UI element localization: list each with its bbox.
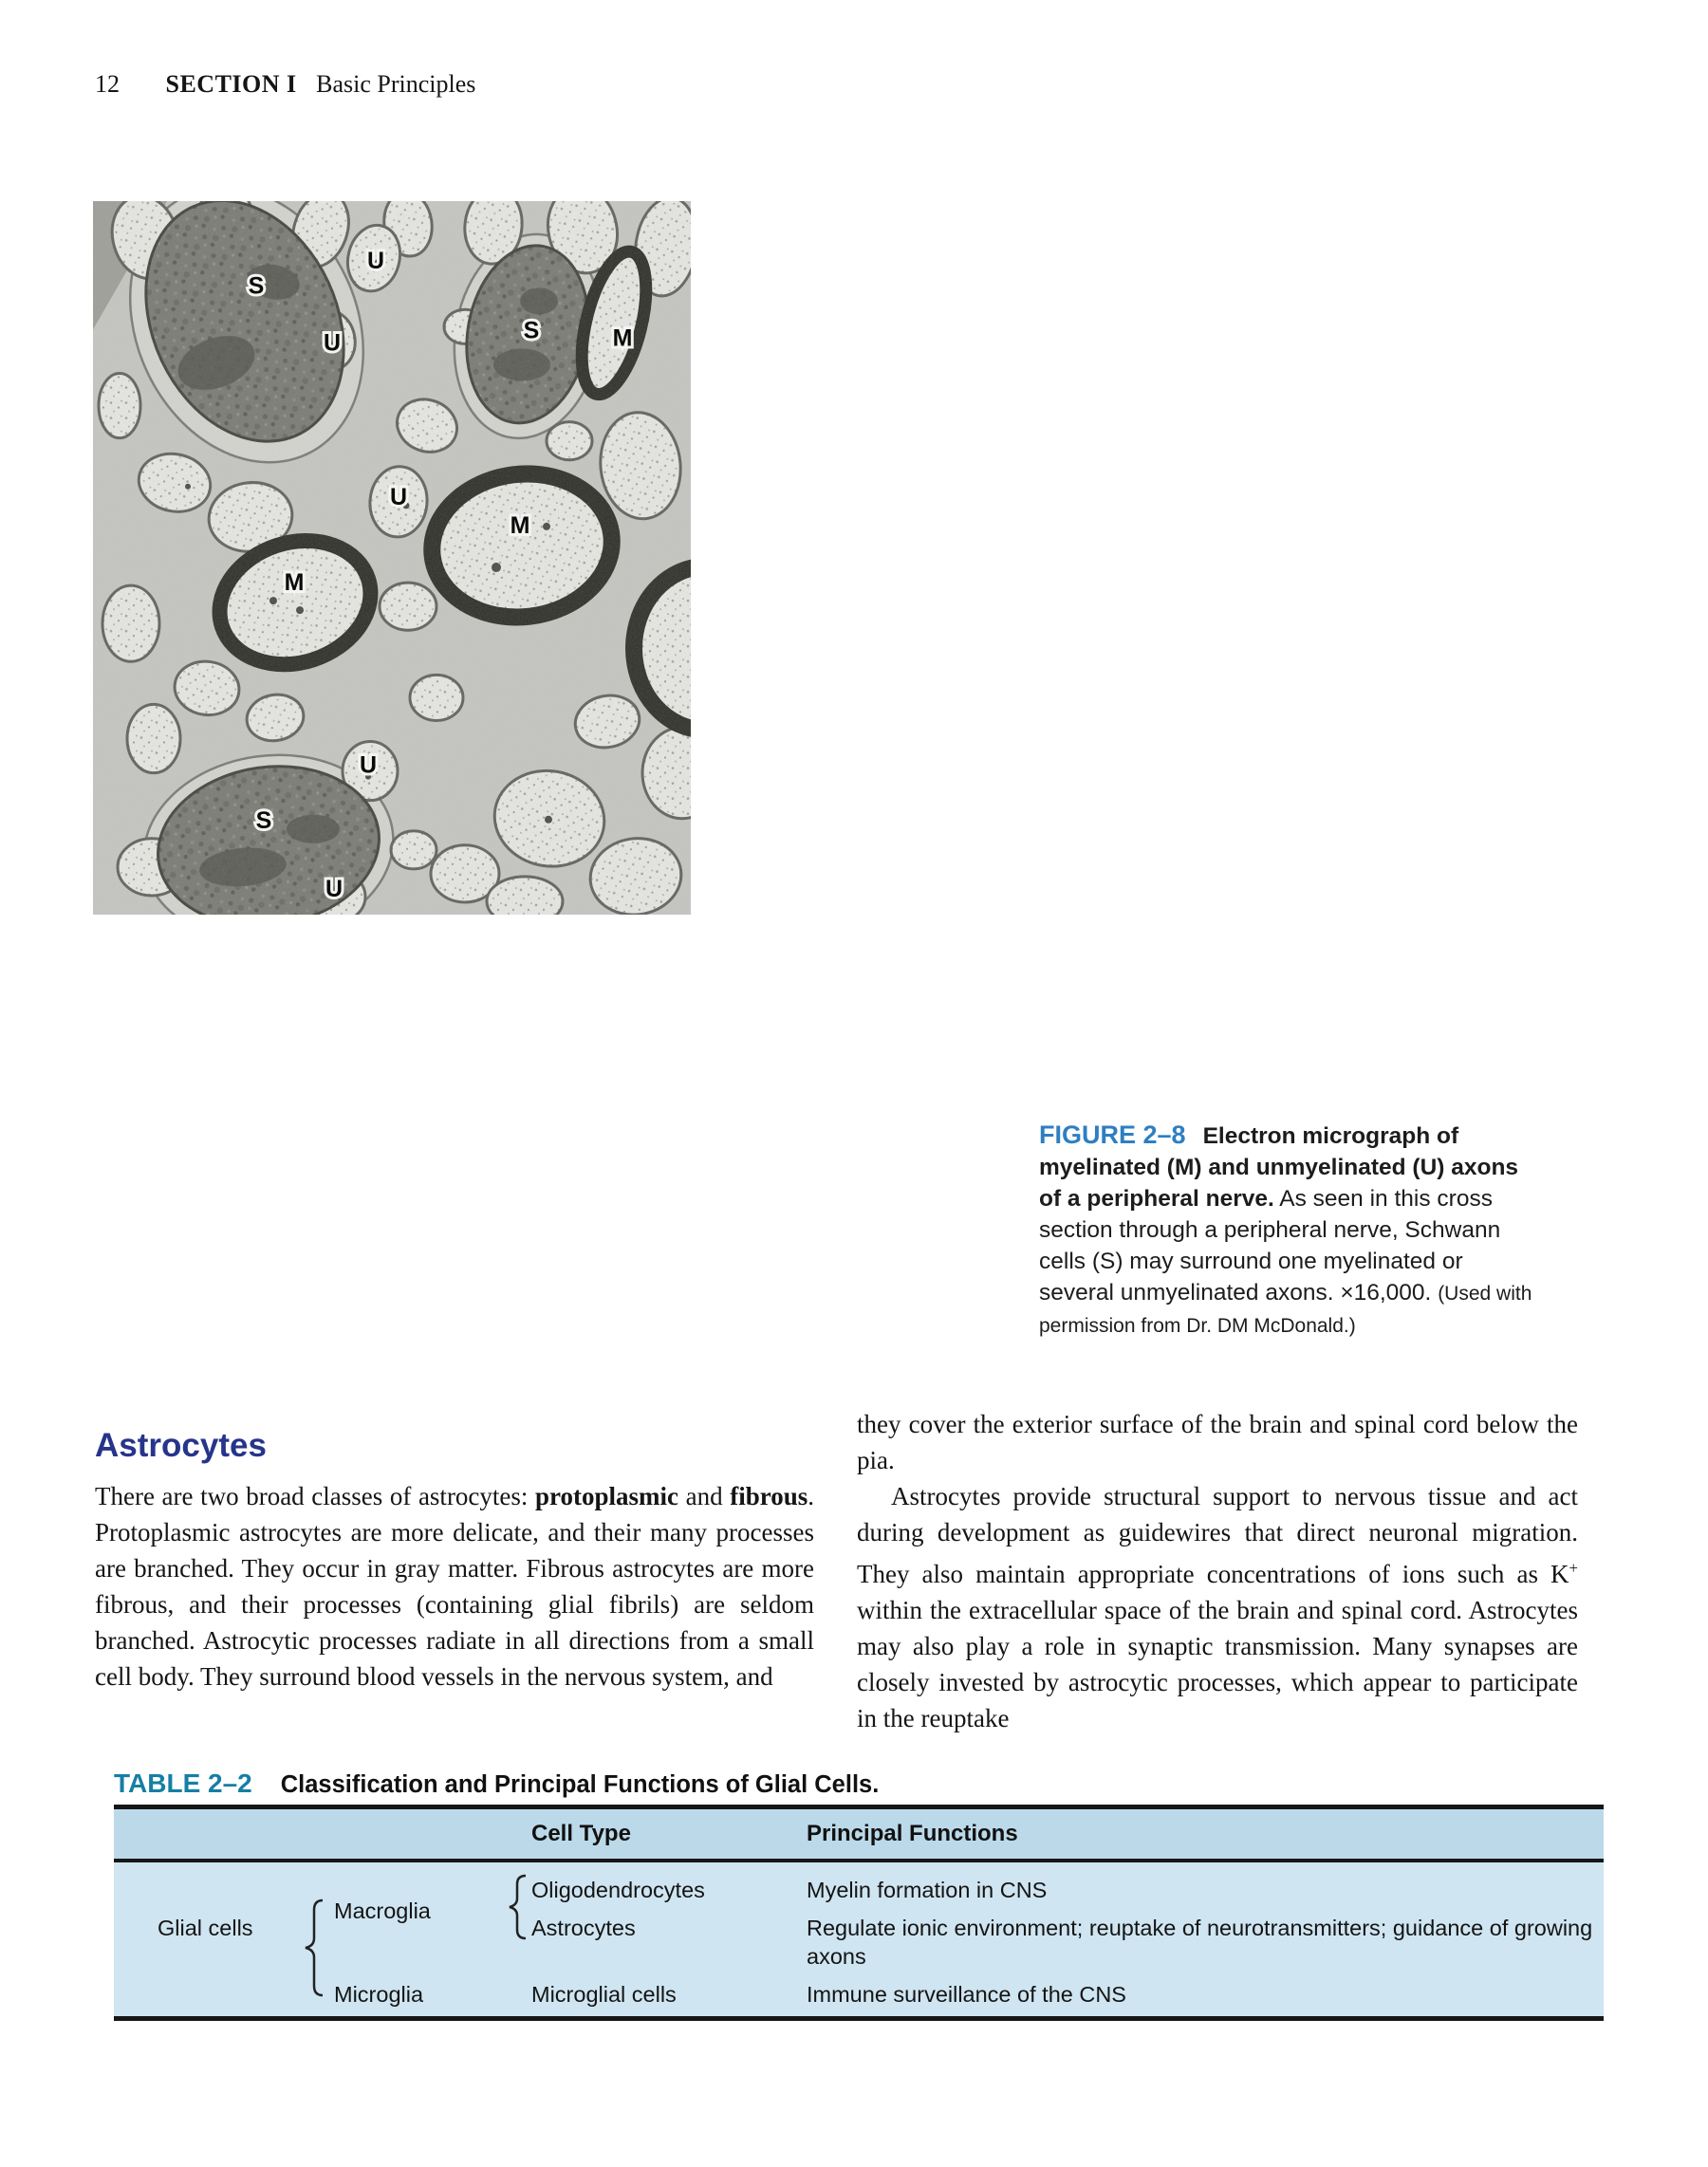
micrograph-label-U: U: [325, 875, 343, 902]
micrograph-label-S: S: [523, 317, 540, 344]
section-label: SECTION I: [165, 70, 297, 98]
micrograph-label-U: U: [389, 483, 408, 510]
page-header: [95, 70, 475, 99]
table-bottom-rule: [114, 2016, 1604, 2021]
superscript-plus: +: [1569, 1559, 1578, 1577]
micrograph-label-M: M: [284, 569, 305, 597]
right-paragraph-1: they cover the exterior surface of the brain and spinal cord below the pia.: [857, 1410, 1578, 1474]
table-cell-function-regulate: Regulate ionic environment; reuptake of neurotransmitters; guidance of growing axons: [807, 1916, 1593, 1969]
micrograph-label-U: U: [366, 248, 385, 275]
body-text: . Protoplasmic astrocytes are more delicate, and their many processes are branched. They occur in gray matter. Fibrous astrocytes are more fibrous, and their processes (containing glial fibrils) are seldom branched. Astrocytic processes radiate in all directions from a small cell body. They surround blood vessels in the nervous system, and: [95, 1482, 814, 1691]
section-title: Basic Principles: [316, 70, 476, 98]
table-header-row: [114, 1809, 1604, 1859]
table-title-row: [114, 1769, 879, 1799]
electron-micrograph-image: [93, 201, 691, 915]
column-header-cell-type: Cell Type: [531, 1821, 631, 1846]
figure-caption-credit: (Used with permission from Dr. DM McDonald.): [1039, 1283, 1532, 1337]
table-label: TABLE 2–2: [114, 1769, 252, 1798]
right-text-column: [857, 1406, 1578, 1736]
body-text: and: [678, 1482, 731, 1510]
table-title: Classification and Principal Functions of Glial Cells.: [280, 1771, 880, 1798]
table-cell-macroglia: Macroglia: [334, 1898, 431, 1923]
column-header-principal-functions: Principal Functions: [807, 1821, 1018, 1846]
figure-caption-bold: Electron micrograph of myelinated (M) and unmyelinated (U) axons of a peripheral nerve.: [1039, 1123, 1519, 1212]
table-cell-oligodendrocytes: Oligodendrocytes: [531, 1878, 705, 1902]
body-text: Astrocytes provide structural support to nervous tissue and act during development as guidewires that direct neuronal migration. They also maintain appropriate concentrations of ions such as K: [857, 1482, 1578, 1588]
figure-caption-body: As seen in this cross section through a peripheral nerve, Schwann cells (S) may surround one myelinated or several unmyelinated axons. ×16,000.: [1039, 1186, 1501, 1306]
left-text-column: [95, 1478, 814, 1695]
table-cell-glial-cells: Glial cells: [158, 1916, 253, 1940]
table-cell-function-immune: Immune surveillance of the CNS: [807, 1982, 1126, 2007]
keyterm-protoplasmic: protoplasmic: [535, 1482, 679, 1510]
micrograph-label-M: M: [612, 324, 633, 352]
body-text: There are two broad classes of astrocytes:: [95, 1482, 536, 1510]
left-paragraph: [95, 1478, 814, 1695]
astrocytes-heading: Astrocytes: [95, 1427, 267, 1464]
page-number: 12: [95, 70, 120, 98]
body-text: within the extracellular space of the brain and spinal cord. Astrocytes may also play a role in synaptic transmission. Many synapses are closely invested by astrocytic processes, which appear to participate in the reuptake: [857, 1596, 1578, 1732]
figure-label: FIGURE 2–8: [1039, 1121, 1186, 1149]
micrograph-label-S: S: [255, 806, 272, 834]
figure-2-8-micrograph: [93, 201, 691, 915]
table-body: [114, 1862, 1604, 2016]
micrograph-label-M: M: [510, 511, 530, 539]
brace-macroglia: [507, 1874, 528, 1940]
figure-caption: [1039, 1120, 1544, 1342]
glial-cells-table: [114, 1805, 1604, 2021]
brace-glial-cells: [302, 1898, 326, 1997]
right-paragraph-2: [857, 1478, 1578, 1736]
table-cell-function-myelin: Myelin formation in CNS: [807, 1878, 1048, 1902]
table-cell-microglia: Microglia: [334, 1982, 424, 2007]
table-cell-microglial-cells: Microglial cells: [531, 1982, 677, 2007]
table-cell-astrocytes: Astrocytes: [531, 1916, 636, 1940]
micrograph-label-U: U: [323, 329, 342, 357]
micrograph-label-S: S: [248, 272, 265, 300]
keyterm-fibrous: fibrous: [730, 1482, 808, 1510]
micrograph-label-U: U: [359, 751, 378, 779]
